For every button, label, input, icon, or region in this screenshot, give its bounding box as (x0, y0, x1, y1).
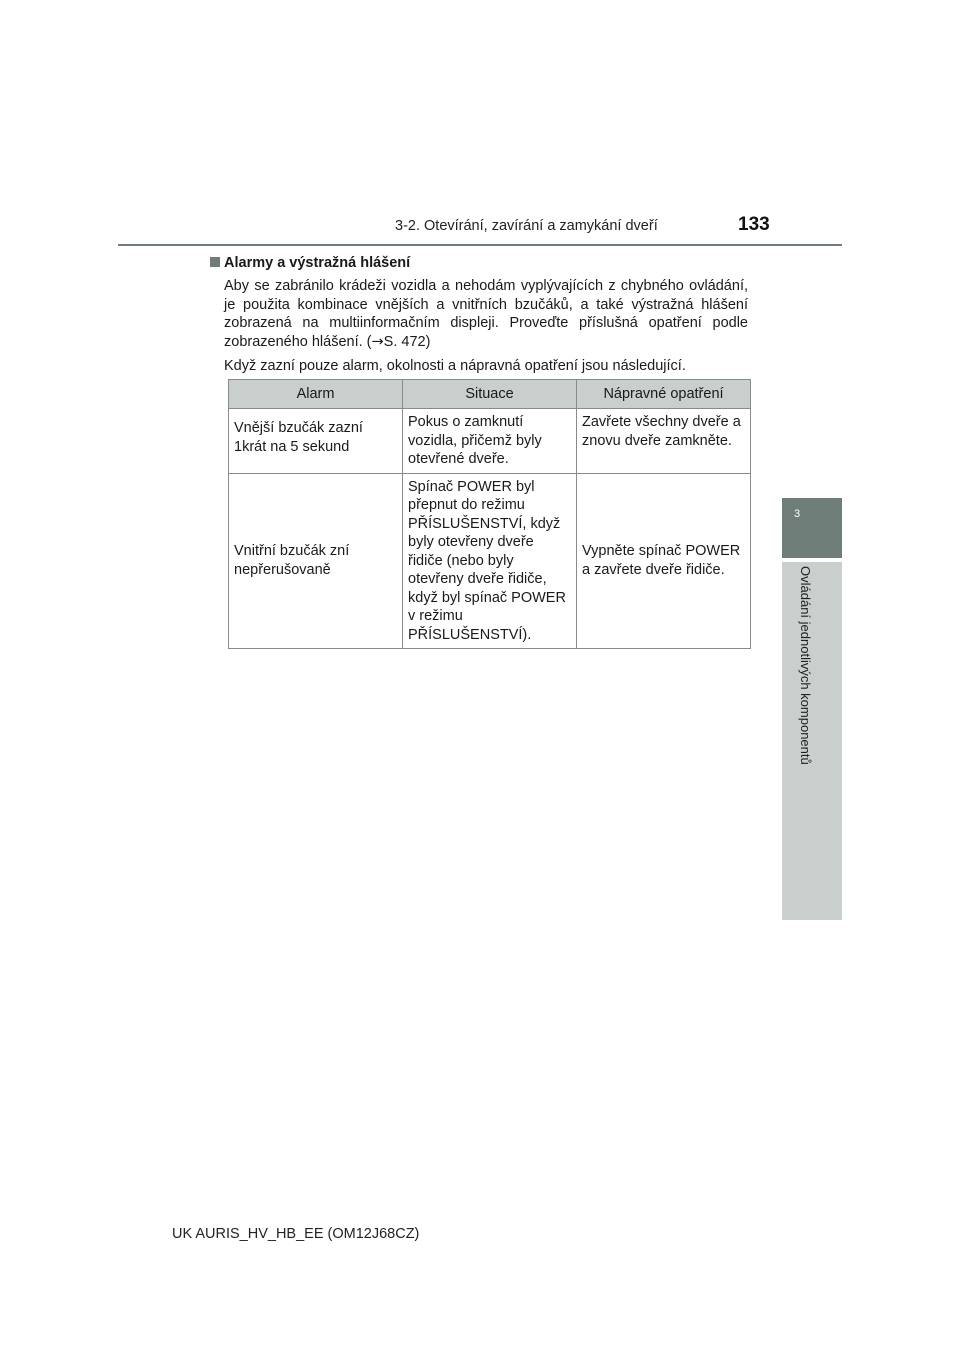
arrow-icon: → (371, 333, 384, 350)
column-header-situation: Situace (403, 380, 577, 409)
intro-text: Aby se zabránilo krádeži vozidla a nehodám vyplývajících z chybného ovládání, je použita kombinace vnějších a vnitřních bzučáků, a také výstražná hlášení zobrazená na multiinformačním displeji. Proveďte příslušná opatření podle zobrazeného hlášení. ( (224, 278, 748, 350)
section-heading-text: Alarmy a výstražná hlášení (224, 255, 411, 271)
section-heading (210, 254, 748, 273)
table-header-row (229, 380, 751, 409)
table-row (229, 473, 751, 649)
table-cell: Vnitřní bzučák zní nepřerušovaně (229, 473, 403, 649)
table-row (229, 409, 751, 474)
alarm-note-paragraph: Když zazní pouze alarm, okolnosti a nápravná opatření jsou následující. (224, 358, 686, 374)
square-bullet-icon (210, 257, 220, 267)
page-number: 133 (738, 214, 770, 235)
alarm-table (228, 379, 751, 649)
chapter-tab (782, 498, 842, 558)
table-cell: Zavřete všechny dveře a znovu dveře zamkněte. (577, 409, 751, 474)
chapter-number: 3 (794, 508, 801, 520)
table-cell: Vypněte spínač POWER a zavřete dveře řidiče. (577, 473, 751, 649)
document-footer: UK AURIS_HV_HB_EE (OM12J68CZ) (172, 1226, 420, 1242)
chapter-label: Ovládání jednotlivých komponentů (798, 566, 813, 765)
table-cell: Pokus o zamknutí vozidla, přičemž byly otevřené dveře. (403, 409, 577, 474)
table-cell: Vnější bzučák zazní 1krát na 5 sekund (229, 409, 403, 474)
alarm-section (210, 254, 748, 382)
intro-paragraph (224, 277, 748, 351)
running-header-title: 3-2. Otevírání, zavírání a zamykání dveří (395, 218, 658, 234)
page-reference: S. 472) (383, 333, 431, 350)
table-cell: Spínač POWER byl přepnut do režimu PŘÍSLUŠENSTVÍ, když byly otevřeny dveře řidiče (nebo byly otevřeny dveře řidiče, když byl spínač POWER v režimu PŘÍSLUŠENSTVÍ). (403, 473, 577, 649)
column-header-alarm: Alarm (229, 380, 403, 409)
header-divider (118, 244, 842, 246)
column-header-remedy: Nápravné opatření (577, 380, 751, 409)
